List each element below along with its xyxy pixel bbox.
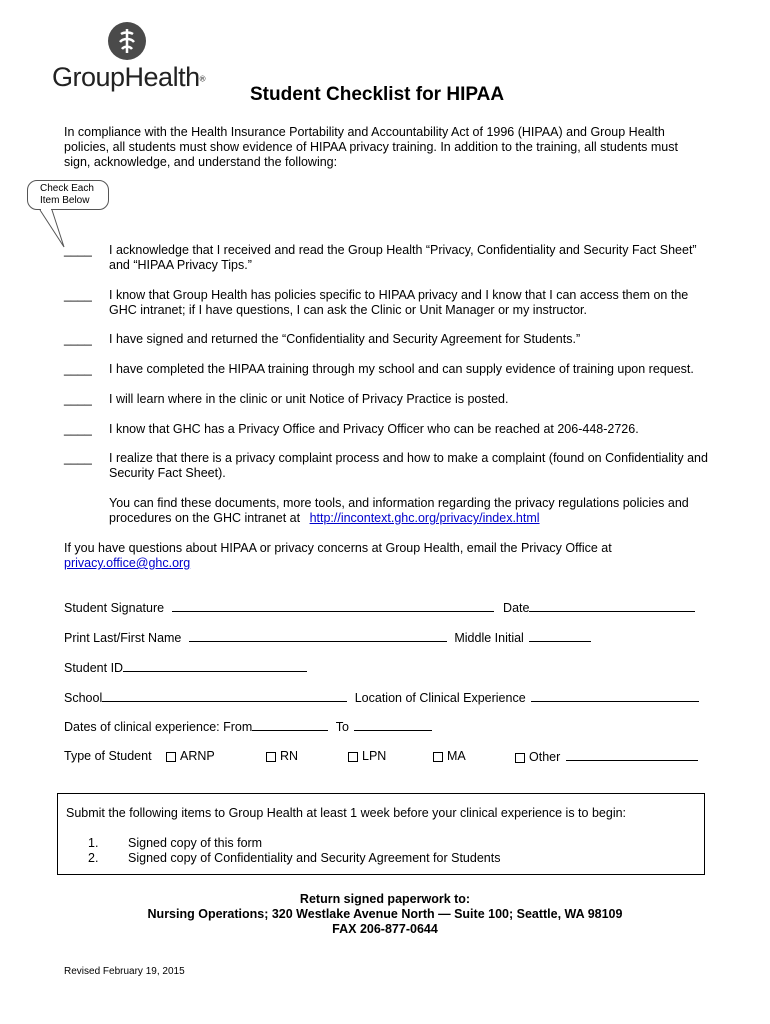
submit-heading: Submit the following items to Group Health at least 1 week before your clinical experience is to begin: bbox=[66, 806, 627, 820]
checklist-item-text: I know that Group Health has policies specific to HIPAA privacy and I know that I can access them on the GHC intranet; if I have questions, I can ask the Clinic or Unit Manager or my instructor. bbox=[109, 288, 689, 317]
intro-paragraph: In compliance with the Health Insurance Portability and Accountability Act of 1996 (HIPAA) and Group Health policies, all students must show evidence of HIPAA privacy training. In addition to the training, all students must sign, acknowledge, and understand the following: bbox=[64, 125, 678, 169]
middle-initial-label: Middle Initial bbox=[454, 631, 524, 645]
privacy-intranet-link[interactable]: http://incontext.ghc.org/privacy/index.html bbox=[309, 511, 540, 525]
school-label: School bbox=[64, 691, 103, 705]
check-blank[interactable]: ____ bbox=[64, 422, 92, 436]
date-from-field[interactable] bbox=[252, 719, 328, 731]
dates-to-label: To bbox=[335, 720, 349, 734]
check-blank[interactable]: ____ bbox=[64, 288, 92, 302]
group-health-logo bbox=[52, 62, 205, 93]
questions-paragraph bbox=[64, 541, 694, 571]
submit-item-text: Signed copy of Confidentiality and Security Agreement for Students bbox=[128, 851, 501, 865]
name-row bbox=[64, 630, 591, 645]
submit-item-number: 2. bbox=[88, 851, 99, 865]
student-type-label: Type of Student bbox=[64, 749, 152, 763]
dates-row bbox=[64, 719, 432, 734]
date-to-field[interactable] bbox=[354, 719, 432, 731]
resources-paragraph bbox=[109, 496, 709, 526]
type-option-rn[interactable] bbox=[266, 749, 298, 763]
check-blank[interactable]: ____ bbox=[64, 332, 92, 346]
checkbox-icon[interactable] bbox=[266, 752, 276, 762]
checklist-item bbox=[64, 288, 714, 318]
student-type-row bbox=[64, 749, 152, 763]
checklist-item bbox=[64, 422, 714, 437]
checkbox-icon[interactable] bbox=[166, 752, 176, 762]
check-blank[interactable]: ____ bbox=[64, 451, 92, 465]
type-option-label: Other bbox=[529, 750, 561, 764]
logo-registered: ® bbox=[199, 74, 205, 84]
group-health-logo-icon bbox=[108, 22, 146, 60]
date-label: Date bbox=[503, 601, 530, 615]
checklist-item-text: I have signed and returned the “Confidentiality and Security Agreement for Students.” bbox=[109, 332, 581, 346]
checklist-item bbox=[64, 362, 714, 377]
submit-item-text: Signed copy of this form bbox=[128, 836, 263, 850]
checklist-item-text: I have completed the HIPAA training through my school and can supply evidence of training upon request. bbox=[109, 362, 694, 376]
submit-list-item bbox=[88, 836, 262, 850]
print-name-label: Print Last/First Name bbox=[64, 631, 182, 645]
type-option-ma[interactable] bbox=[433, 749, 466, 763]
other-type-field[interactable] bbox=[566, 749, 698, 761]
questions-text: If you have questions about HIPAA or privacy concerns at Group Health, email the Privacy Office at bbox=[64, 541, 612, 555]
logo-text: GroupHealth bbox=[52, 62, 200, 92]
checkbox-icon[interactable] bbox=[515, 753, 525, 763]
checklist-item-text: I will learn where in the clinic or unit Notice of Privacy Practice is posted. bbox=[109, 392, 509, 406]
date-field[interactable] bbox=[529, 600, 695, 612]
checklist-item bbox=[64, 392, 714, 407]
return-heading: Return signed paperwork to: bbox=[299, 892, 471, 906]
middle-initial-field[interactable] bbox=[529, 630, 591, 642]
student-id-row bbox=[64, 660, 307, 675]
type-option-label: RN bbox=[280, 749, 299, 763]
check-blank[interactable]: ____ bbox=[64, 243, 92, 257]
checklist-item-text: I realize that there is a privacy complaint process and how to make a complaint (found on Confidentiality and Security Fact Sheet). bbox=[109, 451, 708, 480]
check-each-callout bbox=[27, 180, 109, 210]
student-id-label: Student ID bbox=[64, 661, 124, 675]
return-address: Nursing Operations; 320 Westlake Avenue North — Suite 100; Seattle, WA 98109 bbox=[147, 907, 623, 921]
student-signature-field[interactable] bbox=[172, 600, 494, 612]
print-name-field[interactable] bbox=[189, 630, 447, 642]
school-row bbox=[64, 690, 699, 705]
dates-from-label: Dates of clinical experience: From bbox=[64, 720, 253, 734]
checkbox-icon[interactable] bbox=[433, 752, 443, 762]
checklist-item-text: I acknowledge that I received and read the Group Health “Privacy, Confidentiality and Security Fact Sheet” and “HIPAA Privacy Tips.” bbox=[109, 243, 697, 272]
signature-row bbox=[64, 600, 695, 615]
privacy-email-link[interactable]: privacy.office@ghc.org bbox=[64, 556, 191, 570]
revised-date: Revised February 19, 2015 bbox=[64, 966, 185, 977]
checkbox-icon[interactable] bbox=[348, 752, 358, 762]
callout-line-1: Check Each bbox=[40, 183, 94, 194]
type-option-label: LPN bbox=[362, 749, 387, 763]
type-option-lpn[interactable] bbox=[348, 749, 386, 763]
check-blank[interactable]: ____ bbox=[64, 362, 92, 376]
page-title: Student Checklist for HIPAA bbox=[250, 84, 505, 105]
type-option-label: MA bbox=[447, 749, 466, 763]
school-field[interactable] bbox=[102, 690, 347, 702]
submit-item-number: 1. bbox=[88, 836, 99, 850]
student-signature-label: Student Signature bbox=[64, 601, 165, 615]
return-fax: FAX 206-877-0644 bbox=[332, 922, 438, 936]
type-option-arnp[interactable] bbox=[166, 749, 215, 763]
checklist-item bbox=[64, 243, 714, 273]
resources-text: You can find these documents, more tools, and information regarding the privacy regulations policies and procedures on the GHC intranet at bbox=[109, 496, 689, 525]
callout-line-2: Item Below bbox=[40, 195, 90, 206]
location-field[interactable] bbox=[531, 690, 699, 702]
location-label: Location of Clinical Experience bbox=[354, 691, 526, 705]
checklist-item bbox=[64, 451, 714, 481]
submit-list-item bbox=[88, 851, 500, 865]
checklist-item bbox=[64, 332, 714, 347]
checklist-item-text: I know that GHC has a Privacy Office and Privacy Officer who can be reached at 206-448-2726. bbox=[109, 422, 639, 436]
student-id-field[interactable] bbox=[123, 660, 307, 672]
submit-instructions-box bbox=[57, 793, 705, 875]
type-option-label: ARNP bbox=[180, 749, 215, 763]
check-blank[interactable]: ____ bbox=[64, 392, 92, 406]
type-option-other[interactable] bbox=[515, 749, 698, 764]
